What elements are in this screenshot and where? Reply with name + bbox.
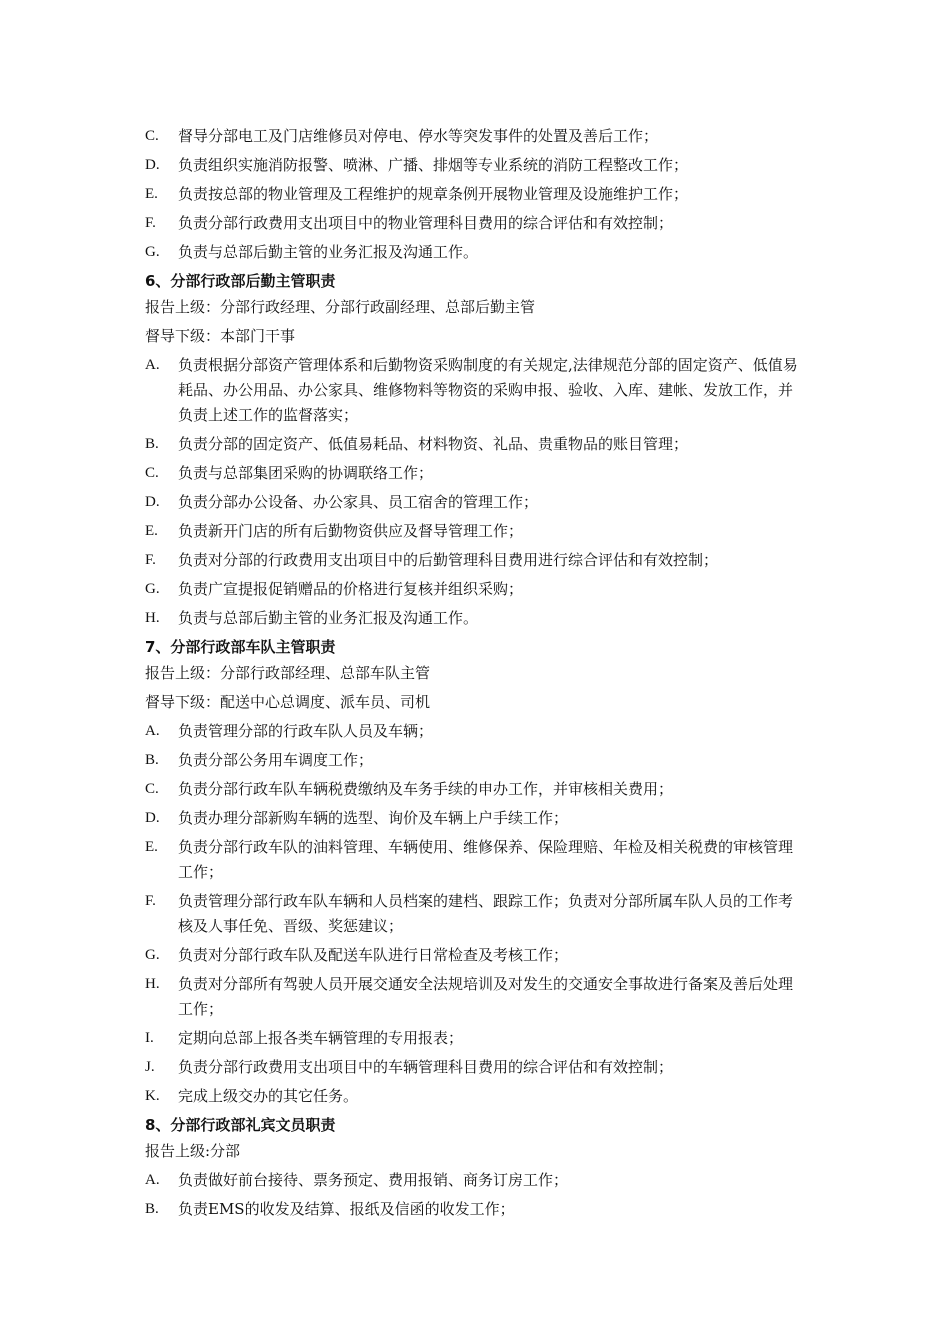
list-item-text: 负责与总部后勤主管的业务汇报及沟通工作。 xyxy=(178,243,479,261)
list-item xyxy=(145,153,805,178)
list-item-text: 负责分部公务用车调度工作； xyxy=(178,751,374,769)
list-item-label: G. xyxy=(145,244,160,260)
list-item-text: 定期向总部上报各类车辆管理的专用报表； xyxy=(178,1029,464,1047)
list-item-text: 督导分部电工及门店维修员对停电、停水等突发事件的处置及善后工作； xyxy=(178,127,659,145)
list-item-label: B. xyxy=(145,752,159,768)
list-item-label: E. xyxy=(145,839,158,855)
list-item-label: D. xyxy=(145,494,160,510)
list-item-text: 负责与总部后勤主管的业务汇报及沟通工作。 xyxy=(178,609,479,627)
reporting-line: 报告上级：分部行政部经理、总部车队主管 xyxy=(145,664,431,682)
list-item-label: G. xyxy=(145,947,160,963)
list-item-text: 负责管理分部行政车队车辆和人员档案的建档、跟踪工作；负责对分部所属车队人员的工作考核及人事任免、晋级、奖惩建议； xyxy=(178,892,794,935)
list-item-text: 负责对分部行政车队及配送车队进行日常检查及考核工作； xyxy=(178,946,569,964)
list-item xyxy=(145,1168,805,1193)
list-item-text: 负责根据分部资产管理体系和后勤物资采购制度的有关规定,法律规范分部的固定资产、低值易耗品、办公用品、办公家具、维修物料等物资的采购申报、验收、入库、建帐、发放工作，并负责上述工作的监督落实； xyxy=(178,356,798,424)
list-item-label: A. xyxy=(145,1172,160,1188)
reporting-line: 督导下级：配送中心总调度、派车员、司机 xyxy=(145,693,431,711)
list-item xyxy=(145,606,805,631)
list-item-text: 负责广宣提报促销赠品的价格进行复核并组织采购； xyxy=(178,580,524,598)
reporting-line: 督导下级：本部门干事 xyxy=(145,327,296,345)
list-item xyxy=(145,943,805,968)
list-item xyxy=(145,519,805,544)
list-item-text: 负责新开门店的所有后勤物资供应及督导管理工作； xyxy=(178,522,524,540)
list-item-text: 负责管理分部的行政车队人员及车辆； xyxy=(178,722,434,740)
list-item xyxy=(145,353,805,428)
list-item-text: 负责对分部所有驾驶人员开展交通安全法规培训及对发生的交通安全事故进行备案及善后处理工作； xyxy=(178,975,794,1018)
list-item xyxy=(145,182,805,207)
reporting-line: 报告上级:分部 xyxy=(145,1142,241,1160)
list-item xyxy=(145,211,805,236)
list-item xyxy=(145,577,805,602)
list-item-text: 负责做好前台接待、票务预定、费用报销、商务订房工作； xyxy=(178,1171,569,1189)
list-item-label: C. xyxy=(145,781,159,797)
list-item-text: 负责办理分部新购车辆的选型、询价及车辆上户手续工作； xyxy=(178,809,569,827)
reporting-line: 报告上级：分部行政经理、分部行政副经理、总部后勤主管 xyxy=(145,298,536,316)
section-heading: 6、分部行政部后勤主管职责 xyxy=(145,272,336,290)
list-item xyxy=(145,972,805,1022)
list-item-label: A. xyxy=(145,723,160,739)
list-item-label: D. xyxy=(145,157,160,173)
list-item xyxy=(145,806,805,831)
list-item-label: H. xyxy=(145,610,160,626)
list-item-text: 负责分部行政车队的油料管理、车辆使用、维修保养、保险理赔、年检及相关税费的审核管理工作； xyxy=(178,838,794,881)
list-item xyxy=(145,240,805,265)
list-item-label: K. xyxy=(145,1088,160,1104)
list-item xyxy=(145,490,805,515)
list-item xyxy=(145,889,805,939)
list-item-label: E. xyxy=(145,523,158,539)
list-item-label: F. xyxy=(145,893,156,909)
list-item xyxy=(145,748,805,773)
list-item-text: 负责与总部集团采购的协调联络工作； xyxy=(178,464,434,482)
list-item-text: 负责组织实施消防报警、喷淋、广播、排烟等专业系统的消防工程整改工作； xyxy=(178,156,689,174)
list-item xyxy=(145,1026,805,1051)
list-item-text: 完成上级交办的其它任务。 xyxy=(178,1087,359,1105)
list-item-text: 负责分部的固定资产、低值易耗品、材料物资、礼品、贵重物品的账目管理； xyxy=(178,435,689,453)
list-item-label: D. xyxy=(145,810,160,826)
list-item-text: 负责EMS的收发及结算、报纸及信函的收发工作； xyxy=(178,1200,515,1218)
list-item-text: 负责分部行政费用支出项目中的物业管理科目费用的综合评估和有效控制； xyxy=(178,214,674,232)
list-item xyxy=(145,1084,805,1109)
list-item-text: 负责分部行政费用支出项目中的车辆管理科目费用的综合评估和有效控制； xyxy=(178,1058,674,1076)
list-item xyxy=(145,1055,805,1080)
section-heading: 8、分部行政部礼宾文员职责 xyxy=(145,1116,336,1134)
list-item-label: B. xyxy=(145,1201,159,1217)
list-item-label: E. xyxy=(145,186,158,202)
list-item xyxy=(145,432,805,457)
list-item-label: C. xyxy=(145,128,159,144)
list-item-label: C. xyxy=(145,465,159,481)
list-item-text: 负责按总部的物业管理及工程维护的规章条例开展物业管理及设施维护工作； xyxy=(178,185,689,203)
list-item-label: I. xyxy=(145,1030,154,1046)
list-item xyxy=(145,835,805,885)
list-item-label: G. xyxy=(145,581,160,597)
list-item-text: 负责对分部的行政费用支出项目中的后勤管理科目费用进行综合评估和有效控制； xyxy=(178,551,719,569)
list-item xyxy=(145,548,805,573)
list-item xyxy=(145,719,805,744)
list-item-label: F. xyxy=(145,215,156,231)
list-item-text: 负责分部办公设备、办公家具、员工宿舍的管理工作； xyxy=(178,493,539,511)
list-item-label: J. xyxy=(145,1059,155,1075)
list-item-label: F. xyxy=(145,552,156,568)
list-item-label: B. xyxy=(145,436,159,452)
list-item-text: 负责分部行政车队车辆税费缴纳及车务手续的申办工作，并审核相关费用； xyxy=(178,780,674,798)
list-item xyxy=(145,461,805,486)
list-item-label: H. xyxy=(145,976,160,992)
list-item xyxy=(145,777,805,802)
section-heading: 7、分部行政部车队主管职责 xyxy=(145,638,336,656)
list-item xyxy=(145,1197,805,1222)
list-item-label: A. xyxy=(145,357,160,373)
list-item xyxy=(145,124,805,149)
document-body xyxy=(145,124,805,1226)
